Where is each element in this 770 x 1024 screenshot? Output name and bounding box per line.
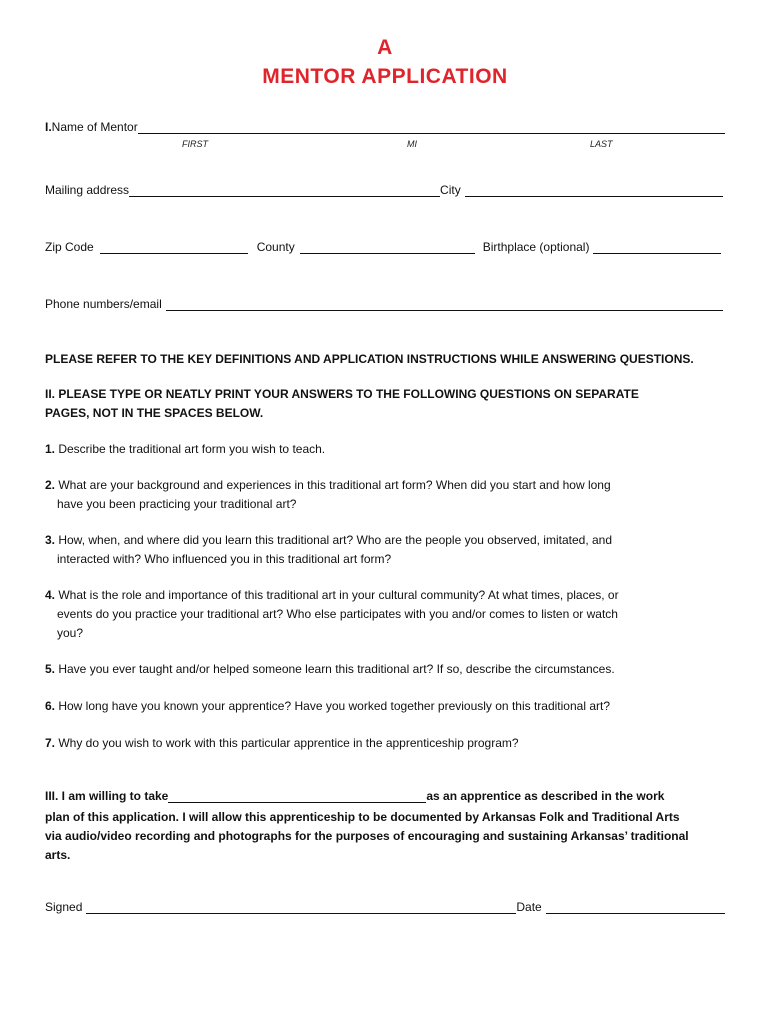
section-two-heading (45, 385, 725, 423)
question-7 (45, 734, 725, 753)
name-of-mentor-row (45, 120, 725, 134)
question-6 (45, 697, 725, 716)
question-7-text: Why do you wish to work with this particular apprentice in the apprenticeship program? (58, 736, 519, 750)
question-5-number: 5. (45, 662, 59, 676)
section-three-after-blank: as an apprentice as described in the work (426, 789, 665, 803)
question-4 (45, 586, 725, 643)
question-6-text: How long have you known your apprentice? Have you worked together previously on this traditional art? (58, 699, 610, 713)
birthplace-label: Birthplace (optional) (482, 240, 590, 254)
question-3 (45, 531, 725, 569)
section-three-first-line (45, 789, 664, 803)
question-5-text: Have you ever taught and/or helped someone learn this traditional art? If so, describe the circumstances. (58, 662, 615, 676)
question-2-text-line-2: have you been practicing your traditional art? (57, 497, 297, 511)
zip-code-label: Zip Code (45, 240, 94, 254)
question-5 (45, 660, 725, 679)
instructions-notice: PLEASE REFER TO THE KEY DEFINITIONS AND APPLICATION INSTRUCTIONS WHILE ANSWERING QUESTIONS. (45, 352, 694, 366)
question-4-text-line-1: What is the role and importance of this traditional art in your cultural community? At what times, places, or (58, 588, 619, 602)
signed-label: Signed (45, 900, 83, 914)
question-1-text: Describe the traditional art form you wish to teach. (58, 442, 326, 456)
question-1-number: 1. (45, 442, 59, 456)
section-three-lead: III. I am willing to take (45, 789, 169, 803)
signature-field[interactable] (86, 900, 516, 914)
name-of-mentor-field[interactable] (138, 120, 725, 134)
title-letter: A (377, 36, 393, 59)
question-3-text-line-2: interacted with? Who influenced you in this traditional art form? (57, 552, 392, 566)
question-4-text-line-2: events do you practice your traditional art? Who else participates with you and/or comes to listen or watch (57, 607, 618, 621)
date-label: Date (516, 900, 542, 914)
question-2 (45, 476, 725, 514)
zip-code-field[interactable] (100, 240, 248, 254)
section-three-line-3: via audio/video recording and photographs for the purposes of encouraging and sustaining Arkansas’ traditional (45, 829, 689, 843)
phone-email-field[interactable] (166, 297, 723, 311)
city-label: City (440, 183, 461, 197)
date-field[interactable] (546, 900, 725, 914)
section-three-line-4: arts. (45, 848, 71, 862)
signature-row (45, 900, 725, 914)
last-name-caption: LAST (590, 139, 613, 149)
section-three-line-2: plan of this application. I will allow this apprenticeship to be documented by Arkansas Folk and Traditional Arts (45, 810, 680, 824)
question-6-number: 6. (45, 699, 59, 713)
question-2-text-line-1: What are your background and experiences in this traditional art form? When did you start and how long (58, 478, 611, 492)
county-field[interactable] (300, 240, 475, 254)
city-field[interactable] (465, 183, 723, 197)
question-4-number: 4. (45, 588, 59, 602)
apprentice-name-field[interactable] (168, 789, 426, 803)
page-title: MENTOR APPLICATION (262, 65, 508, 88)
section-two-heading-line-2: PAGES, NOT IN THE SPACES BELOW. (45, 406, 264, 420)
first-name-caption: FIRST (182, 139, 208, 149)
mailing-address-field[interactable] (129, 183, 440, 197)
question-4-text-line-3: you? (57, 626, 84, 640)
birthplace-field[interactable] (593, 240, 721, 254)
mailing-address-row (45, 183, 723, 197)
name-of-mentor-label: Name of Mentor (51, 120, 138, 134)
county-label: County (256, 240, 295, 254)
section-two-heading-line-1: II. PLEASE TYPE OR NEATLY PRINT YOUR ANSWERS TO THE FOLLOWING QUESTIONS ON SEPARATE (45, 387, 639, 401)
zip-county-row (45, 240, 721, 254)
phone-email-row (45, 297, 723, 311)
middle-initial-caption: MI (407, 139, 417, 149)
question-1 (45, 440, 725, 459)
question-3-number: 3. (45, 533, 59, 547)
question-3-text-line-1: How, when, and where did you learn this traditional art? Who are the people you observed, imitated, and (58, 533, 613, 547)
section-one-numeral: I. (45, 120, 52, 134)
phone-email-label: Phone numbers/email (45, 297, 162, 311)
question-2-number: 2. (45, 478, 59, 492)
question-7-number: 7. (45, 736, 59, 750)
mailing-address-label: Mailing address (45, 183, 130, 197)
section-three-statement (45, 808, 725, 865)
